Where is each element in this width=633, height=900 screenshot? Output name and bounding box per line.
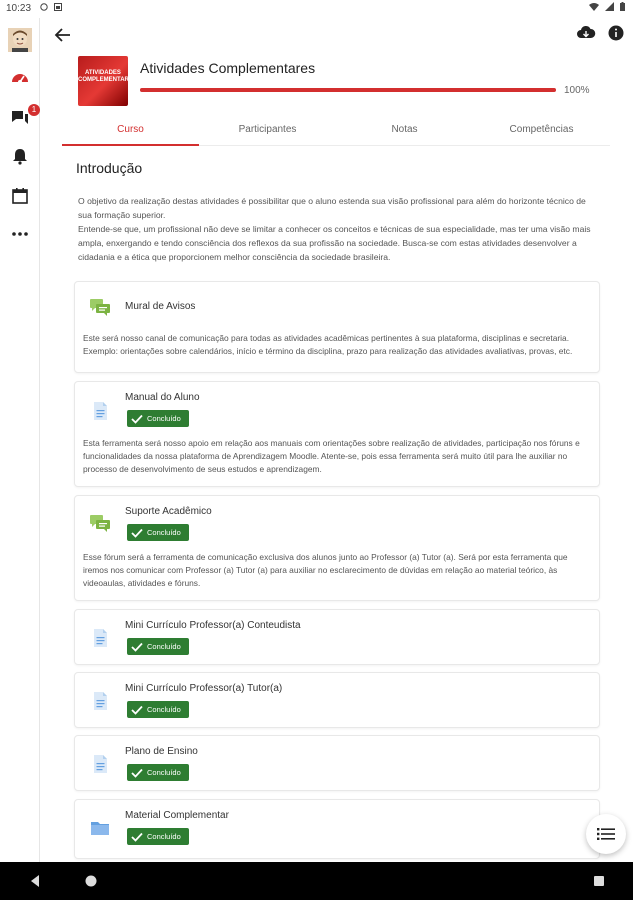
completion-badge [127, 701, 189, 718]
completion-label: Concluído [147, 705, 181, 714]
check-icon [131, 768, 143, 778]
completion-label: Concluído [147, 832, 181, 841]
list-icon [597, 827, 615, 841]
course-progress-bar [140, 88, 556, 92]
wifi-icon [589, 2, 599, 11]
completion-badge [127, 524, 189, 541]
activity-title: Suporte Acadêmico [125, 506, 212, 517]
info-icon [607, 24, 625, 42]
check-icon [131, 642, 143, 652]
activity-card-manual-do-aluno[interactable] [74, 381, 600, 487]
folder-icon [89, 817, 111, 839]
activity-card-mural-de-avisos[interactable] [74, 281, 600, 373]
tab-participantes[interactable]: Participantes [238, 124, 297, 135]
completion-label: Concluído [147, 414, 181, 423]
file-icon [89, 627, 111, 649]
download-button[interactable] [577, 24, 595, 47]
section-intro-text: O objetivo da realização destas atividades é possibilitar que o aluno estenda sua visão profissional para além do horizonte técnico de sua formação superior. Entende-se que, um profissional não deve se limitar a conhecer os conceitos e técnicas de sua especialidade, mas ter uma visão mais ampla, enxergando e tendo consciência dos reflexos da sua profissão na sociedade. Busca-se com estas atividades desenvolver a cidadania e a ética que proporcionem melhor consciência da sociedade brasileira. [78, 196, 591, 262]
activity-card-mini-curriculo-tutor[interactable] [74, 672, 600, 728]
course-index-button[interactable] [586, 814, 626, 854]
navigation-rail [0, 18, 40, 862]
activity-card-suporte-academico[interactable] [74, 495, 600, 601]
activity-card-plano-de-ensino[interactable] [74, 735, 600, 791]
messages-badge: 1 [28, 104, 40, 116]
completion-badge [127, 764, 189, 781]
battery-icon [620, 2, 625, 11]
check-icon [131, 528, 143, 538]
course-title: Atividades Complementares [140, 60, 316, 76]
cloud-download-icon [577, 24, 595, 42]
tab-curso[interactable]: Curso [62, 118, 199, 145]
course-progress-fill [140, 88, 556, 92]
avatar[interactable] [8, 28, 32, 52]
check-icon [131, 414, 143, 424]
check-icon [131, 832, 143, 842]
file-icon [89, 400, 111, 422]
nav-recents-icon[interactable] [592, 874, 606, 888]
arrow-left-icon [52, 24, 74, 46]
file-icon [89, 753, 111, 775]
completion-badge [127, 638, 189, 655]
activity-card-material-complementar[interactable] [74, 799, 600, 859]
info-button[interactable] [607, 24, 625, 47]
forum-icon [89, 512, 111, 534]
section-intro [78, 194, 600, 264]
activity-title: Material Complementar [125, 810, 229, 821]
completion-badge [127, 828, 189, 845]
system-navigation-bar [0, 862, 633, 900]
activity-title: Manual do Aluno [125, 392, 200, 403]
check-icon [131, 705, 143, 715]
activity-title: Plano de Ensino [125, 746, 198, 757]
activity-title: Mini Currículo Professor(a) Conteudista [125, 620, 301, 631]
file-icon [89, 690, 111, 712]
photo-icon [54, 3, 62, 11]
calendar-icon[interactable] [8, 184, 32, 208]
dashboard-icon[interactable] [8, 66, 32, 90]
course-content [62, 148, 610, 862]
course-progress-label: 100% [564, 85, 590, 96]
signal-icon [605, 2, 614, 11]
section-title: Introdução [76, 160, 143, 176]
tab-notas[interactable]: Notas [391, 124, 418, 135]
activity-description: Esse fórum será a ferramenta de comunicação exclusiva dos alunos junto ao Professor (a) Tutor (a). Será por esta ferramenta que iremos nos comunicar com Professor (a) Tutor (a) para auxiliar no esclarecimento de dúvidas em relação ao material teórico, às videoaulas, atividades e fóruns. [83, 552, 568, 588]
course-thumbnail-text: ATIVIDADES COMPLEMENTARES [78, 70, 137, 83]
status-bar [0, 0, 633, 18]
forum-icon [89, 296, 111, 318]
nav-back-icon[interactable] [28, 874, 42, 888]
completion-label: Concluído [147, 528, 181, 537]
activity-description: Este será nosso canal de comunicação para todas as atividades acadêmicas pertinentes à sua plataforma, disciplinas e secretaria. Exemplo: orientações sobre calendários, início e término da disciplina, prazo para realização das atividades avaliativas, provas, etc. [83, 333, 573, 356]
completion-label: Concluído [147, 768, 181, 777]
completion-badge [127, 410, 189, 427]
activity-title: Mural de Avisos [125, 301, 196, 312]
course-tabs [62, 118, 610, 146]
activity-description: Esta ferramenta será nosso apoio em relação aos manuais com orientações sobre realização de atividades, participação nos fóruns e funcionalidades da nossa plataforma de Aprendizagem Moodle. Atente-se, pois essa ferramenta será muito útil para lhe auxiliar no processo de desenvolvimento de seus estudos e aprendizagem. [83, 438, 580, 474]
back-button[interactable] [52, 24, 74, 46]
activity-card-mini-curriculo-conteudista[interactable] [74, 609, 600, 665]
tab-competencias[interactable]: Competências [509, 124, 574, 135]
bell-icon[interactable] [8, 144, 32, 168]
activity-title: Mini Currículo Professor(a) Tutor(a) [125, 683, 283, 694]
completion-label: Concluído [147, 642, 181, 651]
status-time: 10:23 [6, 3, 32, 14]
more-icon[interactable] [8, 222, 32, 246]
whatsapp-icon [40, 3, 48, 11]
course-thumbnail [78, 56, 137, 106]
nav-home-icon[interactable] [84, 874, 98, 888]
